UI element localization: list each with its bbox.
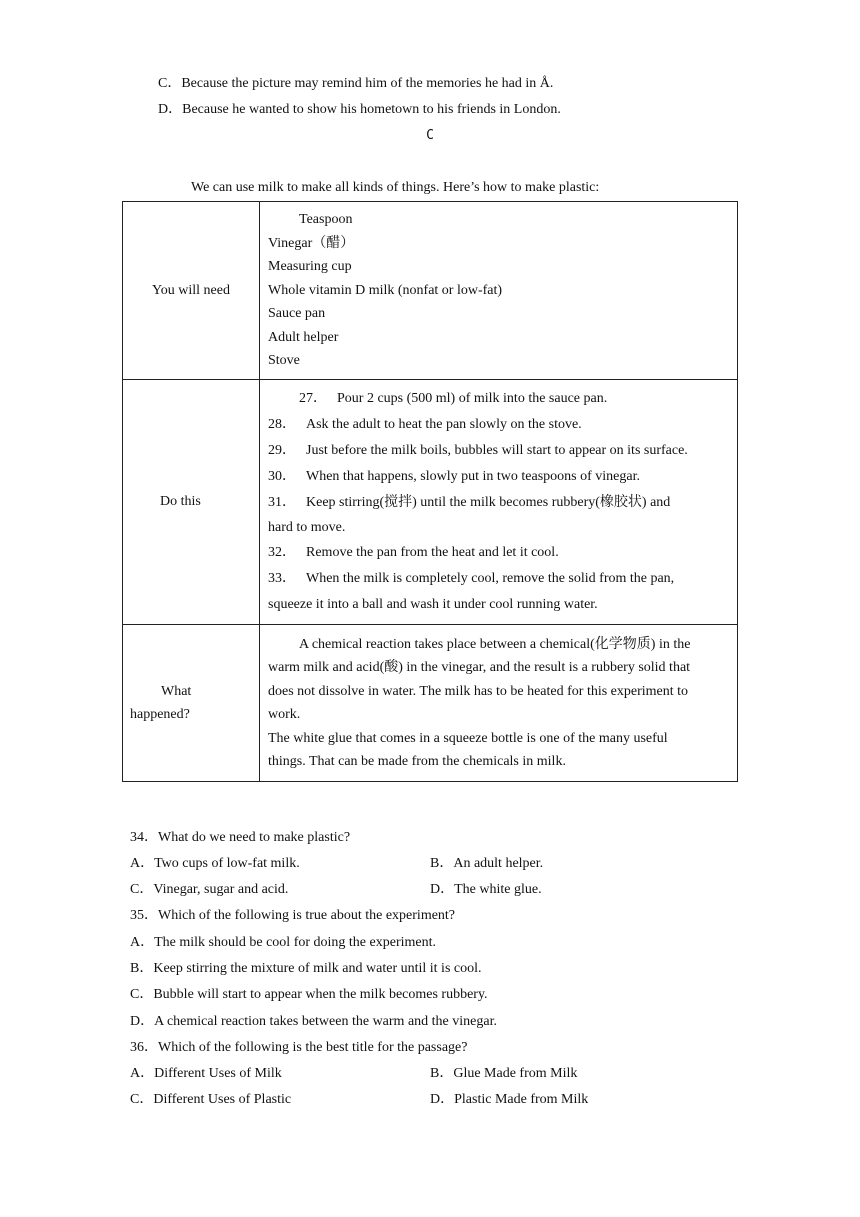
happened-header bbox=[123, 625, 260, 782]
step-number: 29． bbox=[268, 443, 296, 458]
q34-option-b: B．An adult helper. bbox=[430, 856, 544, 871]
need-item: Vinegar（醋） bbox=[268, 235, 355, 251]
step-number: 30． bbox=[268, 469, 296, 484]
need-item: Stove bbox=[268, 353, 300, 369]
q34-option-c: C．Vinegar, sugar and acid. bbox=[130, 882, 289, 897]
step-text: When the milk is completely cool, remove the solid from the pan, bbox=[306, 571, 675, 586]
need-item: Teaspoon bbox=[299, 212, 353, 228]
happened-header-line-2: happened? bbox=[130, 707, 190, 722]
need-item: Adult helper bbox=[268, 329, 339, 345]
step-number: 32． bbox=[268, 545, 296, 560]
happened-line: A chemical reaction takes place between a chemical(化学物质) in the bbox=[299, 636, 691, 652]
passage-intro: We can use milk to make all kinds of things. Here’s how to make plastic: bbox=[191, 180, 600, 195]
question-36: 36．Which of the following is the best title for the passage? bbox=[130, 1040, 468, 1055]
need-header-label: You will need bbox=[152, 282, 230, 298]
step-text: Pour 2 cups (500 ml) of milk into the sauce pan. bbox=[337, 391, 608, 406]
question-34: 34．What do we need to make plastic? bbox=[130, 830, 351, 845]
table-row-happened bbox=[123, 625, 738, 782]
happened-cell bbox=[260, 625, 738, 782]
do-header-label: Do this bbox=[160, 494, 201, 509]
step-item bbox=[268, 540, 729, 566]
q35-option-a: A．The milk should be cool for doing the experiment. bbox=[130, 935, 436, 950]
step-number: 28． bbox=[268, 417, 296, 432]
q35-option-b: B．Keep stirring the mixture of milk and water until it is cool. bbox=[130, 961, 482, 976]
step-item bbox=[268, 490, 729, 516]
table-row-do bbox=[123, 380, 738, 625]
step-text: When that happens, slowly put in two teaspoons of vinegar. bbox=[306, 469, 640, 484]
step-item bbox=[268, 566, 729, 592]
need-header bbox=[123, 202, 260, 380]
step-number: 27． bbox=[299, 391, 327, 406]
step-number: 31． bbox=[268, 495, 296, 510]
q36-option-d: D．Plastic Made from Milk bbox=[430, 1092, 589, 1107]
do-header bbox=[123, 380, 260, 625]
step-item bbox=[268, 464, 729, 490]
step-item bbox=[268, 412, 729, 438]
need-item: Sauce pan bbox=[268, 306, 326, 322]
happened-line: things. That can be made from the chemicals in milk. bbox=[268, 754, 566, 769]
step-item bbox=[268, 386, 729, 412]
step-text: Remove the pan from the heat and let it cool. bbox=[306, 545, 559, 560]
need-item: Whole vitamin D milk (nonfat or low-fat) bbox=[268, 282, 503, 298]
q36-option-a: A．Different Uses of Milk bbox=[130, 1066, 282, 1081]
happened-header-line-1: What bbox=[161, 684, 192, 699]
q36-option-c: C．Different Uses of Plastic bbox=[130, 1092, 292, 1107]
q34-option-d: D．The white glue. bbox=[430, 882, 542, 897]
q36-option-b: B．Glue Made from Milk bbox=[430, 1066, 578, 1081]
q35-option-d: D．A chemical reaction takes between the warm and the vinegar. bbox=[130, 1014, 497, 1029]
previous-option-d: D．Because he wanted to show his hometown to his friends in London. bbox=[158, 102, 561, 117]
step-item bbox=[268, 438, 729, 464]
q35-option-c: C．Bubble will start to appear when the milk becomes rubbery. bbox=[130, 987, 488, 1002]
previous-option-c: C．Because the picture may remind him of the memories he had in Å. bbox=[158, 76, 554, 91]
step-text: Keep stirring(搅拌) until the milk becomes rubbery(橡胶状) and bbox=[306, 495, 671, 510]
step-text: Ask the adult to heat the pan slowly on the stove. bbox=[306, 417, 582, 432]
table-row-need bbox=[123, 202, 738, 380]
need-items-cell bbox=[260, 202, 738, 380]
section-letter: C bbox=[426, 128, 434, 143]
need-item: Measuring cup bbox=[268, 259, 352, 275]
steps-cell bbox=[260, 380, 738, 625]
happened-line: The white glue that comes in a squeeze bottle is one of the many useful bbox=[268, 730, 668, 746]
happened-line: work. bbox=[268, 707, 301, 722]
happened-line: warm milk and acid(酸) in the vinegar, and the result is a rubbery solid that bbox=[268, 660, 691, 675]
q34-option-a: A．Two cups of low-fat milk. bbox=[130, 856, 300, 871]
step-continuation: squeeze it into a ball and wash it under cool running water. bbox=[268, 597, 598, 612]
step-text: Just before the milk boils, bubbles will start to appear on its surface. bbox=[306, 443, 688, 458]
step-number: 33． bbox=[268, 571, 296, 586]
question-35: 35．Which of the following is true about the experiment? bbox=[130, 908, 456, 923]
happened-line: does not dissolve in water. The milk has to be heated for this experiment to bbox=[268, 683, 689, 699]
recipe-table bbox=[122, 201, 738, 782]
step-continuation: hard to move. bbox=[268, 520, 346, 535]
